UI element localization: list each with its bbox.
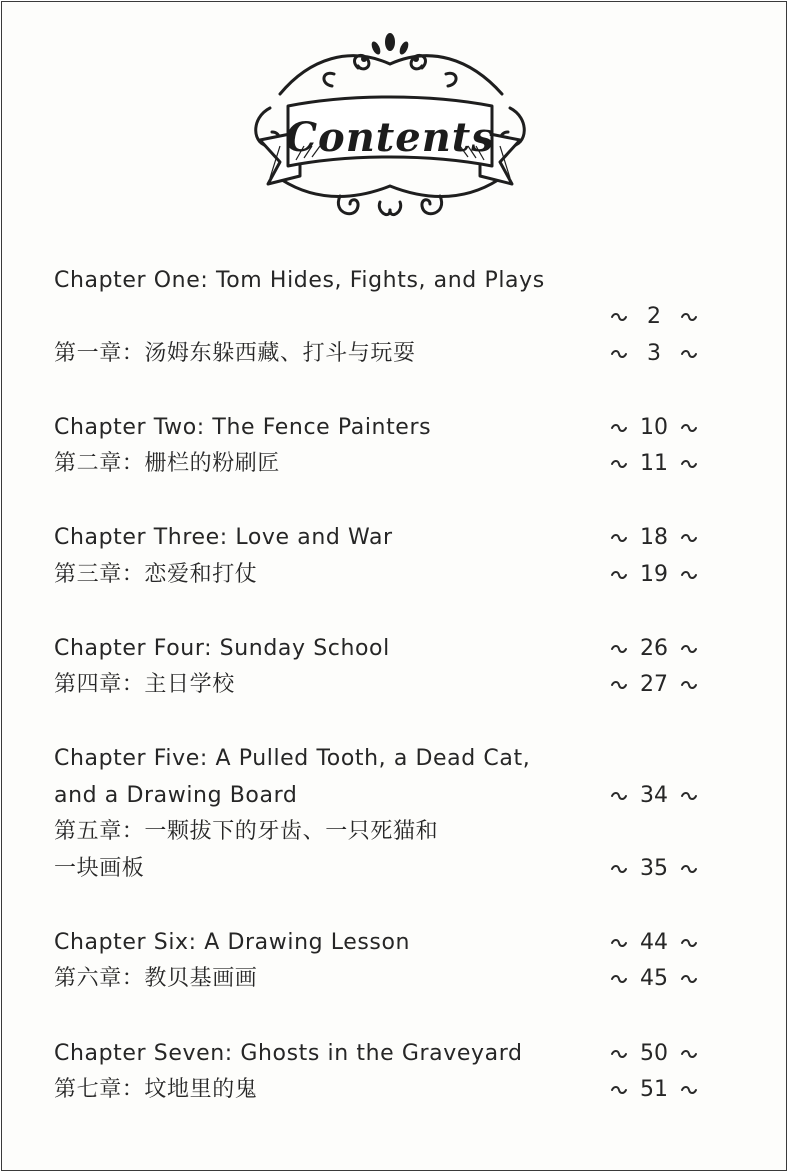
chapter-title-zh: 第六章：教贝基画画 [54,966,258,991]
swirl-icon [680,423,698,433]
page-number: 51 [640,1077,668,1102]
swirl-icon [610,680,628,690]
chapter-title-en-line1: Chapter Five: A Pulled Tooth, a Dead Cat, [54,746,531,771]
page-number: 50 [640,1041,668,1066]
swirl-icon [680,570,698,580]
swirl-icon [610,938,628,948]
chapter-title-zh: 第二章：栅栏的粉刷匠 [54,451,281,476]
page-number: 35 [640,856,668,881]
swirl-icon [680,644,698,654]
page-number: 2 [647,304,661,329]
contents-page [1,1,787,1171]
page-number-en [584,634,724,664]
swirl-icon [610,533,628,543]
swirl-icon [680,312,698,322]
swirl-icon [680,1085,698,1095]
swirl-icon [610,349,628,359]
page-number-zh [584,964,724,994]
page-number: 11 [640,451,668,476]
swirl-icon [610,1085,628,1095]
page-number: 19 [640,562,668,587]
page-number: 26 [640,636,668,661]
swirl-icon [610,312,628,322]
page-number: 27 [640,672,668,697]
page-number-zh [584,854,724,884]
swirl-icon [610,1049,628,1059]
chapter-title-en-line2: and a Drawing Board [54,783,298,808]
swirl-icon [610,644,628,654]
swirl-icon [610,791,628,801]
chapter-title-en: Chapter One: Tom Hides, Fights, and Plays [54,268,545,293]
page-number-en [584,1039,724,1069]
swirl-icon [610,570,628,580]
page-number: 18 [640,525,668,550]
page-number-zh [584,560,724,590]
page-number-zh [584,449,724,479]
page-number: 10 [640,415,668,440]
page-number-zh [584,670,724,700]
chapter-title-zh: 第七章：坟地里的鬼 [54,1077,258,1102]
chapter-title-zh-line2: 一块画板 [54,856,145,881]
swirl-icon [610,864,628,874]
swirl-icon [680,974,698,984]
page-number: 45 [640,966,668,991]
page-number: 34 [640,783,668,808]
chapter-title-en: Chapter Four: Sunday School [54,636,390,661]
swirl-icon [610,974,628,984]
page-number-en [584,413,724,443]
swirl-icon [680,533,698,543]
chapter-title-zh-line1: 第五章：一颗拔下的牙齿、一只死猫和 [54,819,439,844]
page-number: 3 [647,341,661,366]
page-number-en [584,302,724,332]
page-number-en [584,781,724,811]
swirl-icon [680,791,698,801]
swirl-icon [680,459,698,469]
chapter-title-zh: 第四章：主日学校 [54,672,235,697]
chapter-title-zh: 第一章：汤姆东躲西藏、打斗与玩耍 [54,341,416,366]
page-number-zh [584,339,724,369]
page-number: 44 [640,930,668,955]
page-number-zh [584,1075,724,1105]
chapter-title-en: Chapter Three: Love and War [54,525,393,550]
swirl-icon [680,1049,698,1059]
page-title: Contents [285,114,495,161]
page-number-en [584,523,724,553]
chapter-title-en: Chapter Six: A Drawing Lesson [54,930,411,955]
contents-header [240,28,540,228]
swirl-icon [680,349,698,359]
swirl-icon [610,459,628,469]
swirl-icon [610,423,628,433]
chapter-title-en: Chapter Seven: Ghosts in the Graveyard [54,1041,523,1066]
page-number-en [584,928,724,958]
swirl-icon [680,938,698,948]
chapter-title-zh: 第三章：恋爱和打仗 [54,562,258,587]
swirl-icon [680,864,698,874]
chapter-title-en: Chapter Two: The Fence Painters [54,415,432,440]
swirl-icon [680,680,698,690]
